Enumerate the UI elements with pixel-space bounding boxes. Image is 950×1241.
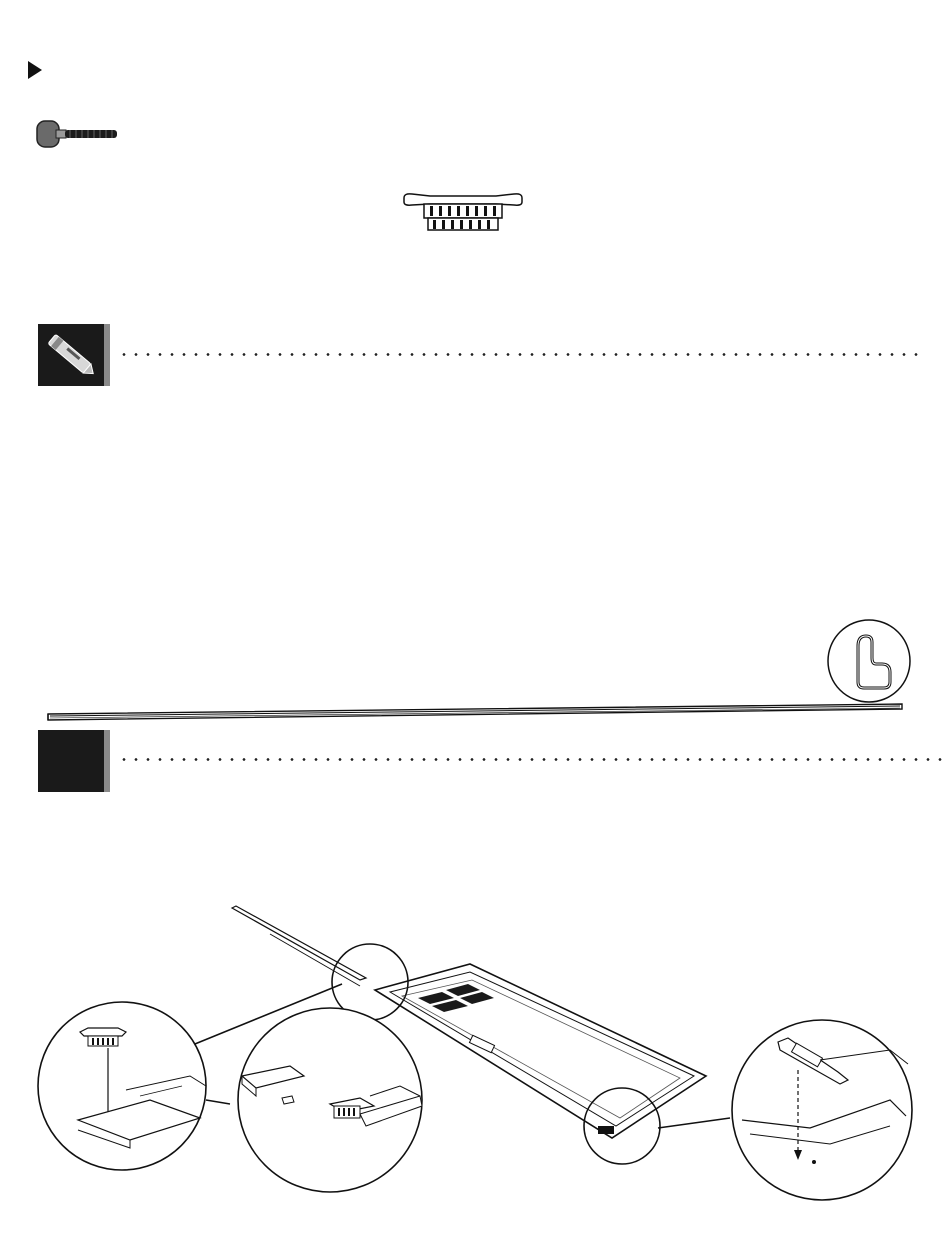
step-dotted-rule: [118, 758, 944, 761]
rubber-mallet-icon: [36, 118, 120, 152]
hinge-clip-part-icon: [400, 190, 526, 234]
rail-profile-detail-icon: [826, 618, 912, 704]
tip-dotted-rule: [118, 353, 918, 356]
door-assembly-illustration: [30, 900, 920, 1210]
pencil-marker-icon: [38, 324, 104, 386]
tip-box: [38, 324, 104, 386]
step-box-shadow: [104, 730, 110, 792]
tip-box-shadow: [104, 324, 110, 386]
step-box: [38, 730, 104, 792]
long-rail-part: [44, 700, 906, 724]
step-arrow-icon: [26, 60, 44, 80]
